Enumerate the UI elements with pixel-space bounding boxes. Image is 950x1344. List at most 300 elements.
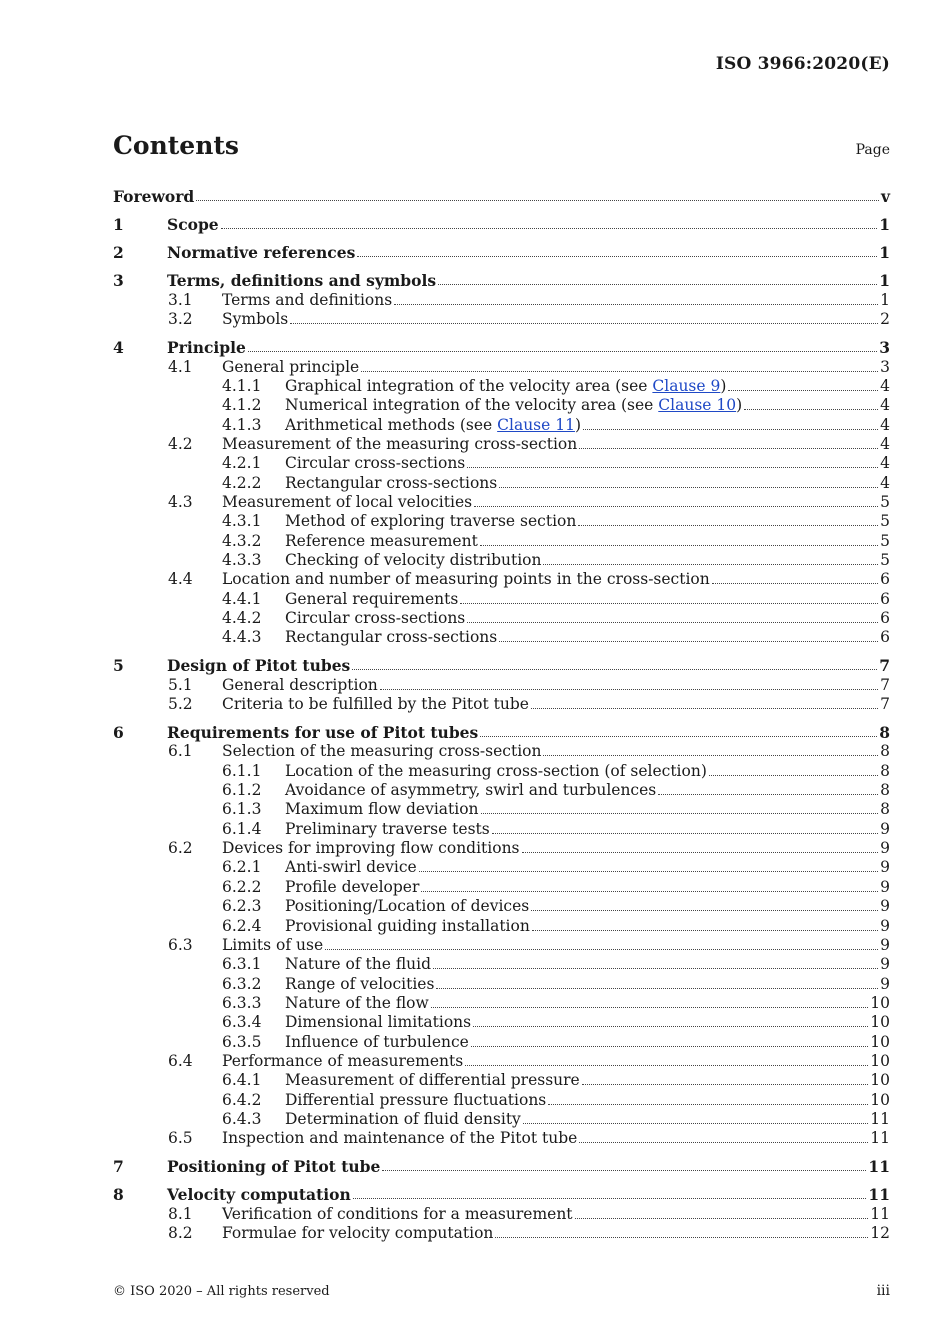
toc-entry-title-text: General principle — [222, 357, 360, 376]
toc-entry-line — [222, 696, 890, 713]
toc-entry-line — [167, 1158, 890, 1175]
dot-leader — [548, 1104, 868, 1105]
toc-entry[interactable] — [113, 799, 890, 818]
toc-entry-title-text: Anti-swirl device — [285, 858, 417, 877]
toc-entry-title-text: Influence of turbulence — [285, 1032, 469, 1051]
toc-entry[interactable] — [113, 530, 890, 549]
toc-entry-number: 3.1 — [168, 290, 193, 309]
toc-entry[interactable] — [113, 1203, 890, 1222]
toc-entry-page: 4 — [880, 454, 890, 473]
dot-leader — [474, 506, 878, 507]
toc-entry-number: 4 — [113, 338, 124, 358]
toc-entry-number: 4.4.2 — [222, 608, 262, 627]
dot-leader — [480, 545, 878, 546]
toc-entry-page: 9 — [880, 916, 890, 935]
toc-entry-number: 6.1.1 — [222, 761, 262, 780]
toc-entry-line — [222, 359, 890, 376]
toc-entry[interactable] — [113, 1051, 890, 1070]
toc-entry-page: 2 — [880, 310, 890, 329]
toc-entry[interactable] — [113, 337, 890, 356]
dot-leader — [495, 1237, 868, 1238]
toc-entry-number: 6.2.4 — [222, 916, 262, 935]
toc-entry-number: 6.3.2 — [222, 974, 262, 993]
toc-entry-page: 3 — [879, 338, 890, 358]
toc-entry-title-text: Requirements for use of Pitot tubes — [167, 723, 479, 743]
toc-entry-number: 4.2.1 — [222, 454, 262, 473]
toc-entry-title-suffix: ) — [574, 415, 582, 434]
toc-entry-title-text: Maximum flow deviation — [285, 800, 479, 819]
toc-entry-title-text: Location and number of measuring points in the cross-section — [222, 570, 710, 589]
toc-entry-title — [285, 1014, 471, 1031]
toc-entry[interactable] — [113, 242, 890, 261]
toc-entry[interactable] — [113, 588, 890, 607]
dot-leader — [473, 1026, 868, 1027]
toc-entry-title — [285, 801, 479, 818]
toc-entry-number: 5.2 — [168, 695, 193, 714]
dot-leader — [531, 708, 878, 709]
dot-leader — [531, 910, 878, 911]
toc-entry-line — [285, 1034, 890, 1051]
toc-entry-title — [222, 359, 359, 376]
dot-leader — [419, 871, 878, 872]
toc-entry-page: 7 — [880, 695, 890, 714]
toc-entry-title — [222, 677, 378, 694]
toc-entry-line — [285, 898, 890, 915]
toc-entry[interactable] — [113, 838, 890, 857]
footer-copyright: © ISO 2020 – All rights reserved — [113, 1284, 330, 1299]
toc-entry[interactable] — [113, 186, 890, 205]
toc-entry-title — [285, 397, 742, 414]
dot-leader — [290, 323, 878, 324]
toc-entry[interactable] — [113, 935, 890, 954]
standard-id: ISO 3966:2020(E) — [715, 54, 890, 74]
toc-entry-title — [285, 1092, 546, 1109]
dot-leader — [658, 794, 878, 795]
toc-entry[interactable] — [113, 973, 890, 992]
toc-entry-number: 4.3.1 — [222, 512, 262, 531]
toc-entry[interactable] — [113, 993, 890, 1012]
dot-leader — [431, 1007, 868, 1008]
toc-entry-page: 1 — [879, 243, 890, 263]
dot-leader — [460, 603, 878, 604]
toc-entry-line — [167, 1186, 890, 1203]
toc-entry-page: 9 — [880, 974, 890, 993]
toc-entry-title-text: Determination of fluid density — [285, 1109, 521, 1128]
toc-entry-title-text: Provisional guiding installation — [285, 916, 530, 935]
toc-entry-number: 6.4.2 — [222, 1090, 262, 1109]
toc-entry-title — [285, 821, 490, 838]
toc-entry-title — [222, 571, 710, 588]
toc-entry-title — [113, 188, 194, 205]
toc-entry-number: 3.2 — [168, 310, 193, 329]
toc-entry-line — [222, 677, 890, 694]
toc-entry-number: 6.1.3 — [222, 800, 262, 819]
toc-entry-line — [222, 840, 890, 857]
toc-entry[interactable] — [113, 1012, 890, 1031]
toc-entry[interactable] — [113, 472, 890, 491]
toc-entry-line — [285, 859, 890, 876]
toc-entry-title-text: Limits of use — [222, 935, 324, 954]
clause-link[interactable]: Clause 9 — [652, 376, 721, 395]
dot-leader — [532, 930, 878, 931]
toc-entry-title — [285, 475, 497, 492]
footer-page-number: iii — [876, 1283, 890, 1299]
toc-entry-title-text: Arithmetical methods (see — [285, 415, 498, 434]
toc-entry-title-text: Graphical integration of the velocity area (see — [285, 376, 653, 395]
dot-leader — [196, 200, 879, 201]
toc-entry-title — [167, 1186, 351, 1203]
toc-entry-title-text: Formulae for velocity computation — [222, 1224, 494, 1243]
toc-entry-number: 6.3.3 — [222, 993, 262, 1012]
toc-entry-title-text: Range of velocities — [285, 974, 435, 993]
toc-entry-title — [285, 591, 458, 608]
toc-entry-title-text: Measurement of local velocities — [222, 492, 473, 511]
toc-entry[interactable] — [113, 818, 890, 837]
toc-entry[interactable] — [113, 674, 890, 693]
toc-entry-page: 9 — [880, 839, 890, 858]
toc-entry-number: 6.4.3 — [222, 1109, 262, 1128]
dot-leader — [380, 689, 878, 690]
toc-entry-page: 11 — [870, 1129, 890, 1148]
toc-entry-title-text: Checking of velocity distribution — [285, 550, 542, 569]
dot-leader — [352, 669, 877, 670]
toc-entry-page: 10 — [870, 993, 890, 1012]
toc-entry-line — [285, 1111, 890, 1128]
toc-entry-number: 6 — [113, 723, 124, 743]
toc-entry-line — [222, 311, 890, 328]
toc-entry-line — [285, 1014, 890, 1031]
toc-entry-line — [222, 743, 890, 760]
toc-entry-line — [113, 188, 890, 205]
dot-leader — [728, 390, 878, 391]
dot-leader — [361, 371, 878, 372]
toc-entry-line — [285, 513, 890, 530]
toc-entry[interactable] — [113, 1184, 890, 1203]
toc-entry-title-text: Nature of the fluid — [285, 955, 432, 974]
toc-entry-title-text: Positioning/Location of devices — [285, 897, 530, 916]
dot-leader — [709, 775, 878, 776]
toc-entry-page: 8 — [879, 723, 890, 743]
toc-entry-page: 1 — [880, 290, 890, 309]
toc-entry-title — [222, 696, 529, 713]
toc-entry[interactable] — [113, 214, 890, 233]
toc-entry[interactable] — [113, 395, 890, 414]
toc-entry-title — [285, 417, 581, 434]
toc-entry-page: 6 — [880, 628, 890, 647]
toc-entry[interactable] — [113, 414, 890, 433]
toc-entry-number: 4.4 — [168, 570, 193, 589]
toc-entry-number: 1 — [113, 215, 124, 235]
dot-leader — [522, 852, 879, 853]
dot-leader — [471, 1046, 868, 1047]
toc-entry[interactable] — [113, 270, 890, 289]
toc-entry-title-text: Differential pressure fluctuations — [285, 1090, 547, 1109]
toc-entry-title-text: Avoidance of asymmetry, swirl and turbulences — [285, 781, 657, 800]
toc-entry-number: 6.1.4 — [222, 819, 262, 838]
toc-entry-line — [285, 918, 890, 935]
toc-entry-number: 6.2 — [168, 839, 193, 858]
toc-entry[interactable] — [113, 1089, 890, 1108]
toc-entry-title — [167, 724, 478, 741]
toc-entry[interactable] — [113, 915, 890, 934]
toc-entry-title — [167, 657, 350, 674]
toc-entry-page: 8 — [880, 761, 890, 780]
toc-entry[interactable] — [113, 608, 890, 627]
toc-entry-line — [285, 455, 890, 472]
toc-entry-line — [285, 1072, 890, 1089]
toc-entry[interactable] — [113, 1109, 890, 1128]
toc-entry[interactable] — [113, 434, 890, 453]
toc-entry[interactable] — [113, 569, 890, 588]
toc-entry-title-text: Measurement of differential pressure — [285, 1071, 580, 1090]
toc-entry-page: 11 — [868, 1157, 890, 1177]
toc-entry-title — [285, 879, 419, 896]
dot-leader — [543, 564, 878, 565]
toc-entry-line — [167, 272, 890, 289]
toc-entry-line — [285, 1092, 890, 1109]
toc-entry-line — [285, 552, 890, 569]
toc-entry-title-text: Devices for improving flow conditions — [222, 839, 520, 858]
dot-leader — [248, 351, 877, 352]
toc-entry-page: 8 — [880, 781, 890, 800]
dot-leader — [578, 525, 878, 526]
toc-entry-line — [222, 937, 890, 954]
toc-entry[interactable] — [113, 655, 890, 674]
dot-leader — [712, 583, 878, 584]
toc-entry-number: 6.4 — [168, 1051, 193, 1070]
toc-entry[interactable] — [113, 309, 890, 328]
toc-entry-line — [285, 995, 890, 1012]
toc-entry-title — [167, 216, 219, 233]
toc-entry-line — [285, 397, 890, 414]
toc-entry[interactable] — [113, 1128, 890, 1147]
toc-entry-page: 6 — [880, 589, 890, 608]
toc-entry-number: 6.2.1 — [222, 858, 262, 877]
dot-leader — [467, 622, 878, 623]
toc-entry-number: 4.1.3 — [222, 415, 262, 434]
toc-entry-title-text: Velocity computation — [167, 1185, 351, 1205]
toc-entry-line — [285, 782, 890, 799]
toc-entry-number: 4.2.2 — [222, 473, 262, 492]
toc-entry-title-text: Terms, definitions and symbols — [167, 271, 437, 291]
toc-entry[interactable] — [113, 954, 890, 973]
clause-link[interactable]: Clause 11 — [497, 415, 575, 434]
toc-entry-number: 4.2 — [168, 434, 193, 453]
dot-leader — [353, 1198, 867, 1199]
toc-entry-page: 12 — [870, 1224, 890, 1243]
toc-entry[interactable] — [113, 694, 890, 713]
toc-entry-line — [285, 417, 890, 434]
toc-entry-line — [222, 436, 890, 453]
contents-title: Contents — [113, 131, 240, 160]
toc-entry-page: 1 — [879, 215, 890, 235]
toc-entry-title — [222, 1225, 493, 1242]
toc-entry-title-text: Circular cross-sections — [285, 608, 466, 627]
toc-entry-title — [167, 272, 436, 289]
toc-entry-line — [285, 610, 890, 627]
toc-entry-line — [167, 244, 890, 261]
toc-entry[interactable] — [113, 453, 890, 472]
toc-entry-title — [285, 859, 417, 876]
toc-entry[interactable] — [113, 857, 890, 876]
toc-entry-line — [167, 216, 890, 233]
toc-entry-title-text: Symbols — [222, 310, 289, 329]
toc-entry-title-text: Nature of the flow — [285, 993, 429, 1012]
toc-entry-page: 5 — [880, 512, 890, 531]
toc-entry-number: 6.3 — [168, 935, 193, 954]
toc-entry-title-text: Reference measurement — [285, 531, 478, 550]
toc-entry-line — [167, 724, 890, 741]
toc-entry-number: 4.1.1 — [222, 376, 262, 395]
toc-entry-line — [285, 956, 890, 973]
toc-entry[interactable] — [113, 356, 890, 375]
dot-leader — [394, 304, 878, 305]
toc-entry[interactable] — [113, 492, 890, 511]
toc-entry-number: 4.1 — [168, 357, 193, 376]
toc-entry-title — [285, 629, 497, 646]
toc-entry-page: 11 — [870, 1204, 890, 1223]
toc-entry-title — [285, 898, 529, 915]
toc-entry-title — [285, 976, 434, 993]
toc-entry-number: 6.1 — [168, 742, 193, 761]
toc-entry-title — [222, 436, 577, 453]
toc-entry-page: 4 — [880, 415, 890, 434]
toc-entry-title — [285, 763, 707, 780]
toc-entry[interactable] — [113, 896, 890, 915]
toc-entry[interactable] — [113, 722, 890, 741]
toc-entry-line — [222, 1225, 890, 1242]
toc-entry-number: 6.3.1 — [222, 955, 262, 974]
toc-entry-number: 6.3.4 — [222, 1013, 262, 1032]
toc-entry-number: 8.2 — [168, 1224, 193, 1243]
toc-entry-title-text: Preliminary traverse tests — [285, 819, 490, 838]
toc-entry-page: v — [880, 187, 890, 207]
toc-entry-title — [285, 1034, 469, 1051]
toc-entry-title — [285, 1111, 521, 1128]
toc-entry-number: 6.2.2 — [222, 877, 262, 896]
toc-entry-title — [285, 956, 431, 973]
dot-leader — [467, 467, 878, 468]
toc-entry[interactable] — [113, 760, 890, 779]
toc-entry-number: 4.1.2 — [222, 396, 262, 415]
toc-entry[interactable] — [113, 1156, 890, 1175]
toc-entry-number: 8.1 — [168, 1204, 193, 1223]
toc-entry[interactable] — [113, 289, 890, 308]
toc-entry-number: 4.4.1 — [222, 589, 262, 608]
toc-entry-title — [285, 610, 465, 627]
toc-entry[interactable] — [113, 741, 890, 760]
toc-entry-page: 11 — [870, 1109, 890, 1128]
toc-entry-title-text: Profile developer — [285, 877, 420, 896]
dot-leader — [583, 429, 878, 430]
toc-entry-title — [222, 1206, 573, 1223]
toc-entry[interactable] — [113, 627, 890, 646]
toc-entry-title — [222, 743, 541, 760]
toc-entry-line — [285, 475, 890, 492]
toc-entry-page: 11 — [868, 1185, 890, 1205]
toc-entry[interactable] — [113, 1070, 890, 1089]
toc-entry-title — [285, 533, 478, 550]
toc-entry-line — [285, 801, 890, 818]
dot-leader — [579, 448, 878, 449]
toc-entry[interactable] — [113, 511, 890, 530]
toc-entry-page: 4 — [880, 473, 890, 492]
toc-entry-page: 9 — [880, 819, 890, 838]
toc-entry-title — [285, 1072, 580, 1089]
dot-leader — [543, 755, 878, 756]
toc-entry-line — [222, 292, 890, 309]
dot-leader — [575, 1218, 869, 1219]
toc-entry-title — [285, 455, 465, 472]
toc-entry-line — [285, 591, 890, 608]
dot-leader — [438, 284, 877, 285]
toc-entry-page: 4 — [880, 396, 890, 415]
toc-entry-number: 6.5 — [168, 1129, 193, 1148]
toc-entry-page: 6 — [880, 608, 890, 627]
toc-entry-title-text: Terms and definitions — [222, 290, 393, 309]
toc-entry[interactable] — [113, 1031, 890, 1050]
toc-entry-title — [222, 1053, 463, 1070]
toc-entry-line — [285, 629, 890, 646]
toc-entry-title-text: Design of Pitot tubes — [167, 656, 351, 676]
toc-entry-page: 9 — [880, 858, 890, 877]
dot-leader — [357, 256, 877, 257]
toc-entry-line — [285, 976, 890, 993]
toc-entry-title-text: Normative references — [167, 243, 356, 263]
toc-entry-number: 8 — [113, 1185, 124, 1205]
toc-entry-title — [222, 937, 323, 954]
table-of-contents — [113, 186, 890, 1242]
toc-entry-title — [222, 1130, 577, 1147]
clause-link[interactable]: Clause 10 — [658, 396, 737, 415]
toc-entry-title-text: Dimensional limitations — [285, 1013, 472, 1032]
toc-entry-page: 9 — [880, 897, 890, 916]
toc-entry-page: 10 — [870, 1071, 890, 1090]
toc-entry-number: 4.3.3 — [222, 550, 262, 569]
toc-entry-page: 5 — [880, 531, 890, 550]
toc-entry[interactable] — [113, 376, 890, 395]
dot-leader — [582, 1084, 869, 1085]
toc-entry-line — [222, 494, 890, 511]
toc-entry[interactable] — [113, 550, 890, 569]
toc-entry[interactable] — [113, 1223, 890, 1242]
toc-entry-title-text: Location of the measuring cross-section (of selection) — [285, 761, 707, 780]
toc-entry-number: 7 — [113, 1157, 124, 1177]
toc-entry-title-text: General description — [222, 675, 378, 694]
dot-leader — [421, 891, 878, 892]
toc-entry-line — [222, 1053, 890, 1070]
toc-entry-page: 3 — [880, 357, 890, 376]
toc-entry-number: 3 — [113, 271, 124, 291]
dot-leader — [492, 833, 878, 834]
toc-entry-number: 5.1 — [168, 675, 193, 694]
toc-entry-line — [167, 339, 890, 356]
toc-entry-number: 4.3.2 — [222, 531, 262, 550]
dot-leader — [499, 641, 878, 642]
toc-entry-title — [285, 513, 576, 530]
toc-entry-title-text: Method of exploring traverse section — [285, 512, 577, 531]
page-column-label: Page — [855, 142, 890, 158]
toc-entry[interactable] — [113, 876, 890, 895]
toc-entry-title — [167, 1158, 380, 1175]
toc-entry-title — [285, 378, 726, 395]
toc-entry[interactable] — [113, 780, 890, 799]
toc-entry-page: 4 — [880, 434, 890, 453]
toc-entry-line — [285, 378, 890, 395]
toc-entry-title-text: Inspection and maintenance of the Pitot tube — [222, 1129, 578, 1148]
toc-entry-page: 8 — [880, 742, 890, 761]
toc-entry-title — [285, 918, 530, 935]
